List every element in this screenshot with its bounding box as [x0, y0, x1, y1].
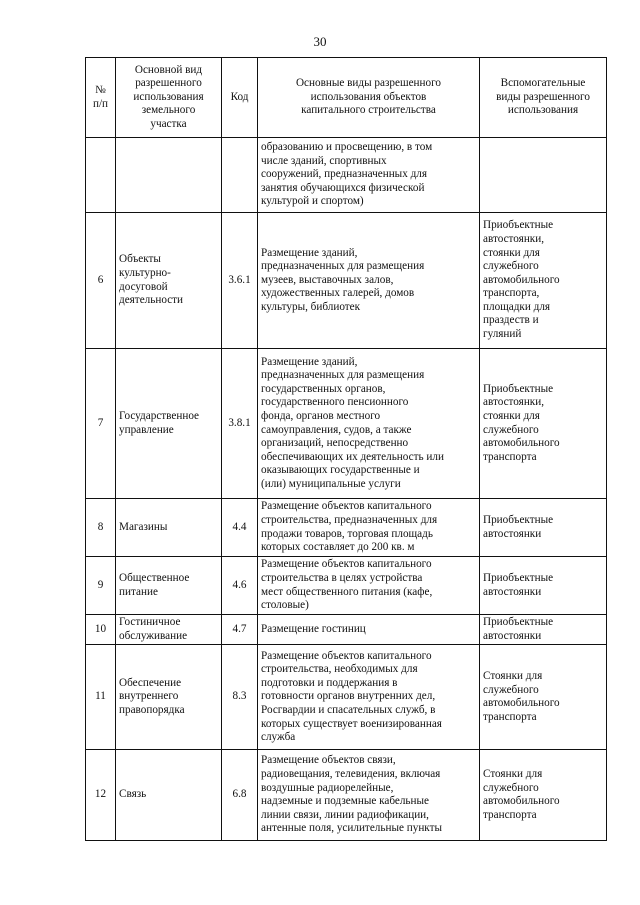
- row-main-use: Государственное управление: [116, 349, 222, 499]
- row-code: 3.6.1: [222, 213, 258, 349]
- row-main-use: Связь: [116, 750, 222, 841]
- header-code: Код: [222, 58, 258, 138]
- row-main-use: Обеспечение внутреннего правопорядка: [116, 645, 222, 750]
- row-auxiliary: Приобъектные автостоянки: [480, 557, 607, 615]
- table-header-row: [86, 58, 607, 138]
- row-code: 4.7: [222, 615, 258, 645]
- row-description: Размещение объектов капитального строительства, предназначенных для продажи товаров, торговая площадь которых составляет до 200 кв. м: [258, 499, 480, 557]
- row-main-use: Гостиничное обслуживание: [116, 615, 222, 645]
- row-num: 12: [86, 750, 116, 841]
- row-num: [86, 138, 116, 213]
- header-main-use: Основной вид разрешенного использования земельного участка: [116, 58, 222, 138]
- land-use-table: [85, 57, 607, 841]
- row-main-use: Магазины: [116, 499, 222, 557]
- row-num: 7: [86, 349, 116, 499]
- row-auxiliary: [480, 138, 607, 213]
- row-main-use: Объекты культурно- досуговой деятельности: [116, 213, 222, 349]
- row-num: 10: [86, 615, 116, 645]
- row-description: Размещение гостиниц: [258, 615, 480, 645]
- row-code: 8.3: [222, 645, 258, 750]
- header-auxiliary: Вспомогательные виды разрешенного использования: [480, 58, 607, 138]
- row-main-use: Общественное питание: [116, 557, 222, 615]
- row-code: [222, 138, 258, 213]
- row-description: Размещение объектов связи, радиовещания, телевидения, включая воздушные радиорелейные, надземные и подземные кабельные линии связи, линии радиофикации, антенные поля, усилительные пункты: [258, 750, 480, 841]
- row-auxiliary: Стоянки для служебного автомобильного транспорта: [480, 645, 607, 750]
- row-auxiliary: Стоянки для служебного автомобильного транспорта: [480, 750, 607, 841]
- row-auxiliary: Приобъектные автостоянки: [480, 499, 607, 557]
- row-description: Размещение объектов капитального строительства в целях устройства мест общественного питания (кафе, столовые): [258, 557, 480, 615]
- table-row: [86, 615, 607, 645]
- row-code: 4.6: [222, 557, 258, 615]
- header-num: № п/п: [86, 58, 116, 138]
- table-row: [86, 499, 607, 557]
- table-row: [86, 349, 607, 499]
- row-code: 3.8.1: [222, 349, 258, 499]
- row-main-use: [116, 138, 222, 213]
- table-row: [86, 138, 607, 213]
- header-description: Основные виды разрешенного использования объектов капитального строительства: [258, 58, 480, 138]
- page-number: 30: [313, 34, 327, 49]
- table-row: [86, 750, 607, 841]
- row-num: 9: [86, 557, 116, 615]
- row-auxiliary: Приобъектные автостоянки, стоянки для служебного автомобильного транспорта: [480, 349, 607, 499]
- table-row: [86, 213, 607, 349]
- table-row: [86, 557, 607, 615]
- row-code: 4.4: [222, 499, 258, 557]
- row-num: 8: [86, 499, 116, 557]
- table-row: [86, 645, 607, 750]
- row-num: 6: [86, 213, 116, 349]
- row-auxiliary: Приобъектные автостоянки, стоянки для служебного автомобильного транспорта, площадки для праздеств и гуляний: [480, 213, 607, 349]
- row-description: Размещение зданий, предназначенных для размещения государственных органов, государственного пенсионного фонда, органов местного самоуправления, судов, а также организаций, непосредственно обеспечивающих их деятельность или оказывающих государственные и (или) муниципальные услуги: [258, 349, 480, 499]
- row-description: Размещение зданий, предназначенных для размещения музеев, выставочных залов, художественных галерей, домов культуры, библиотек: [258, 213, 480, 349]
- row-code: 6.8: [222, 750, 258, 841]
- row-description: образованию и просвещению, в том числе зданий, спортивных сооружений, предназначенных для занятия обучающихся физической культурой и спортом): [258, 138, 480, 213]
- row-auxiliary: Приобъектные автостоянки: [480, 615, 607, 645]
- row-description: Размещение объектов капитального строительства, необходимых для подготовки и поддержания в готовности органов внутренних дел, Росгвардии и спасательных служб, в которых существует военизированная служба: [258, 645, 480, 750]
- row-num: 11: [86, 645, 116, 750]
